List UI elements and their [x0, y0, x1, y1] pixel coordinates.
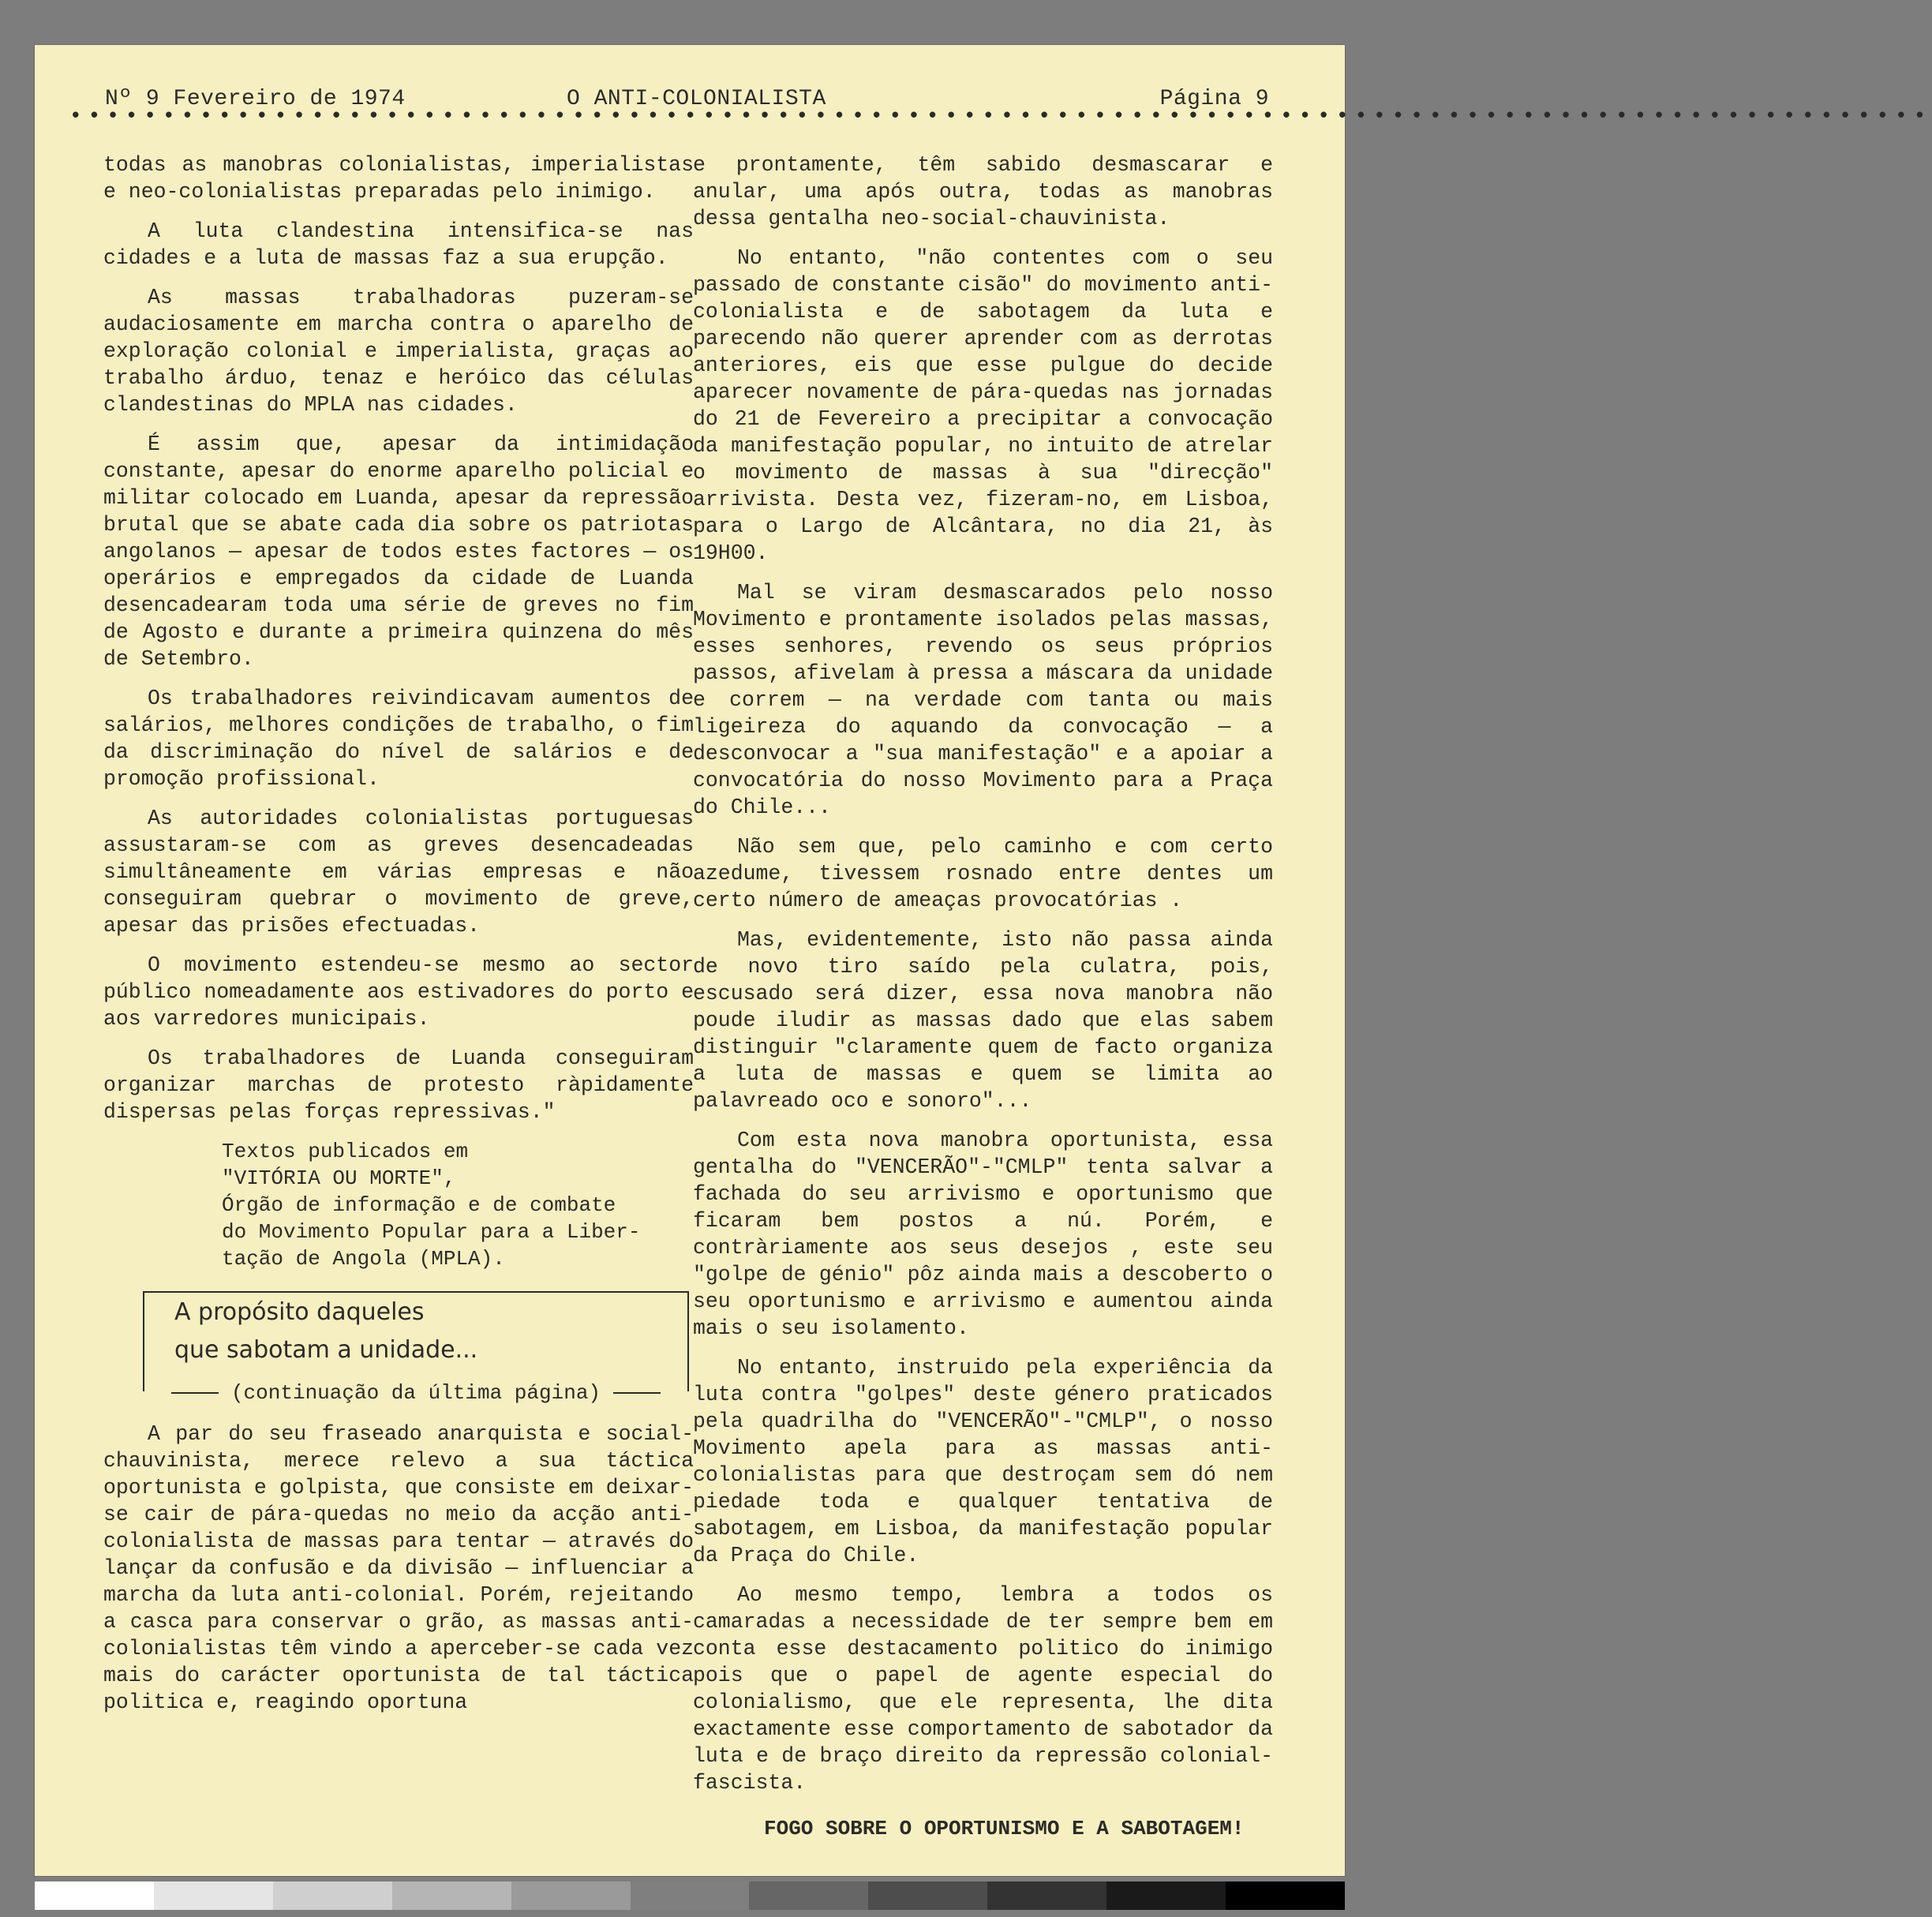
paragraph: Os trabalhadores reivindicavam aumentos de salários, melhores condições de trabalho, o fim da discriminação do nível de salários e de promoção profissional.: [103, 687, 694, 791]
paragraph: É assim que, apesar da intimidação constante, apesar do enorme aparelho policial e militar colocado em Luanda, apesar da repressão brutal que se abate cada dia sobre os patriotas angolanos — apesar de todos estes factores — os operários e empregados da cidade de Luanda desencadearam toda uma série de greves no fim de Agosto e durante a primeira quinzena do mês de Setembro.: [103, 432, 694, 671]
paragraph: As autoridades colonialistas portuguesas assustaram-se com as greves desencadeadas simultâneamente em várias empresas e não conseguiram quebrar o movimento de greve, apesar das prisões efectuadas.: [103, 807, 694, 938]
article-title-box: [143, 1291, 687, 1410]
closing-slogan: FOGO SOBRE O OPORTUNISMO E A SABOTAGEM!: [764, 1817, 1245, 1840]
continuation-text: (continuação da última página): [230, 1381, 601, 1405]
paragraph: Mas, evidentemente, isto não passa ainda de novo tiro saído pela culatra, pois, escusado será dizer, essa nova manobra não poude iludir as massas dado que elas sabem distinguir "claramente quem de facto organiza a luta de massas e quem se limita ao palavreado oco e sonoro"...: [693, 928, 1273, 1113]
left-column: [103, 152, 694, 1728]
article-title-line-1: A propósito daqueles: [174, 1298, 425, 1326]
paragraph: Com esta nova manobra oportunista, essa gentalha do "VENCERÃO"-"CMLP" tenta salvar a fachada do seu arrivismo e oportunismo que ficaram bem postos a nú. Porém, e contràriamente aos seus desejos , este seu "golpe de génio" pôz ainda mais a descoberto o seu oportunismo e arrivismo e aumentou ainda mais o seu isolamento.: [693, 1129, 1273, 1340]
paragraph: Não sem que, pelo caminho e com certo azedume, tivessem rosnado entre dentes um certo número de ameaças provocatórias .: [693, 835, 1273, 912]
source-line: Textos publicados em: [222, 1140, 469, 1163]
paragraph: Mal se viram desmascarados pelo nosso Movimento e prontamente isolados pelas massas, esses senhores, revendo os seus próprios passos, afivelam à pressa a máscara da unidade e correm — na verdade com tanta ou mais ligeireza do aquando da convocação — a desconvocar a "sua manifestação" e a apoiar a convocatória do nosso Movimento para a Praça do Chile...: [693, 581, 1273, 819]
source-attribution: [222, 1138, 694, 1272]
rule-left: [171, 1392, 219, 1394]
rule-right: [613, 1392, 661, 1394]
paragraph: Ao mesmo tempo, lembra a todos os camaradas a necessidade de ter sempre bem em conta esse destacamento politico do inimigo pois que o papel de agente especial do colonialismo, que ele representa, lhe dita exactamente esse comportamento de sabotador da luta e de braço direito da repressão colonial-fascista.: [693, 1583, 1273, 1795]
paragraph: e prontamente, têm sabido desmascarar e anular, uma após outra, todas as manobras dessa gentalha neo-social-chauvinista.: [693, 153, 1273, 230]
paragraph: As massas trabalhadoras puzeram-se audaciosamente em marcha contra o aparelho de exploração colonial e imperialista, graças ao trabalho árduo, tenaz e heróico das células clandestinas do MPLA nas cidades.: [103, 286, 694, 417]
paragraph: A par do seu fraseado anarquista e social-chauvinista, merece relevo a sua táctica oportunista e golpista, que consiste em deixar-se cair de pára-quedas no meio da acção anti-colonialista de massas para tentar — através do lançar da confusão e da divisão — influenciar a marcha da luta anti-colonial. Porém, rejeitando a casca para conservar o grão, as massas anti-colonialistas têm vindo a aperceber-se cada vez mais do carácter oportunista de tal táctica politica e, reagindo oportuna: [103, 1422, 694, 1714]
paragraph: No entanto, instruido pela experiência da luta contra "golpes" deste género praticados pela quadrilha do "VENCERÃO"-"CMLP", o nosso Movimento apela para as massas anti-colonialistas para que destroçam sem dó nem piedade toda e qualquer tentativa de sabotagem, em Lisboa, da manifestação popular da Praça do Chile.: [693, 1356, 1273, 1567]
source-line: do Movimento Popular para a Liber-: [222, 1220, 641, 1244]
scan-calibration-strip: [35, 1881, 1345, 1910]
source-line: "VITÓRIA OU MORTE",: [222, 1166, 456, 1190]
publication-title: O ANTI-COLONIALISTA: [567, 87, 826, 111]
right-column: [693, 152, 1273, 1842]
dotted-divider: ••••••••••••••••••••••••••••••••••••••••••••••••••••••••••••••••••••••••••••••••••••••••••••••••••••: [69, 104, 1932, 128]
page-number: Página 9: [1159, 87, 1269, 111]
paragraph: todas as manobras colonialistas, imperialistas e neo-colonialistas preparadas pelo inimigo.: [103, 153, 694, 204]
article-title-line-2: que sabotam a unidade...: [174, 1336, 478, 1364]
continuation-note: [143, 1380, 689, 1406]
source-line: tação de Angola (MPLA).: [222, 1247, 505, 1271]
paragraph: No entanto, "não contentes com o seu passado de constante cisão" do movimento anti-colonialista e de sabotagem da luta e parecendo não querer aprender com as derrotas anteriores, eis que esse pulgue do decide aparecer novamente de pára-quedas nas jornadas do 21 de Fevereiro a precipitar a convocação da manifestação popular, no intuito de atrelar o movimento de massas à sua "direcção" arrivista. Desta vez, fizeram-no, em Lisboa, para o Largo de Alcântara, no dia 21, às 19H00.: [693, 246, 1273, 565]
paragraph: O movimento estendeu-se mesmo ao sector público nomeadamente aos estivadores do porto e aos varredores municipais.: [103, 953, 694, 1031]
issue-date: Nº 9 Fevereiro de 1974: [105, 87, 406, 111]
paragraph: A luta clandestina intensifica-se nas cidades e a luta de massas faz a sua erupção.: [103, 219, 694, 270]
source-line: Órgão de informação e de combate: [222, 1193, 616, 1217]
paragraph: Os trabalhadores de Luanda conseguiram organizar marchas de protesto ràpidamente dispersas pelas forças repressivas.": [103, 1046, 694, 1124]
